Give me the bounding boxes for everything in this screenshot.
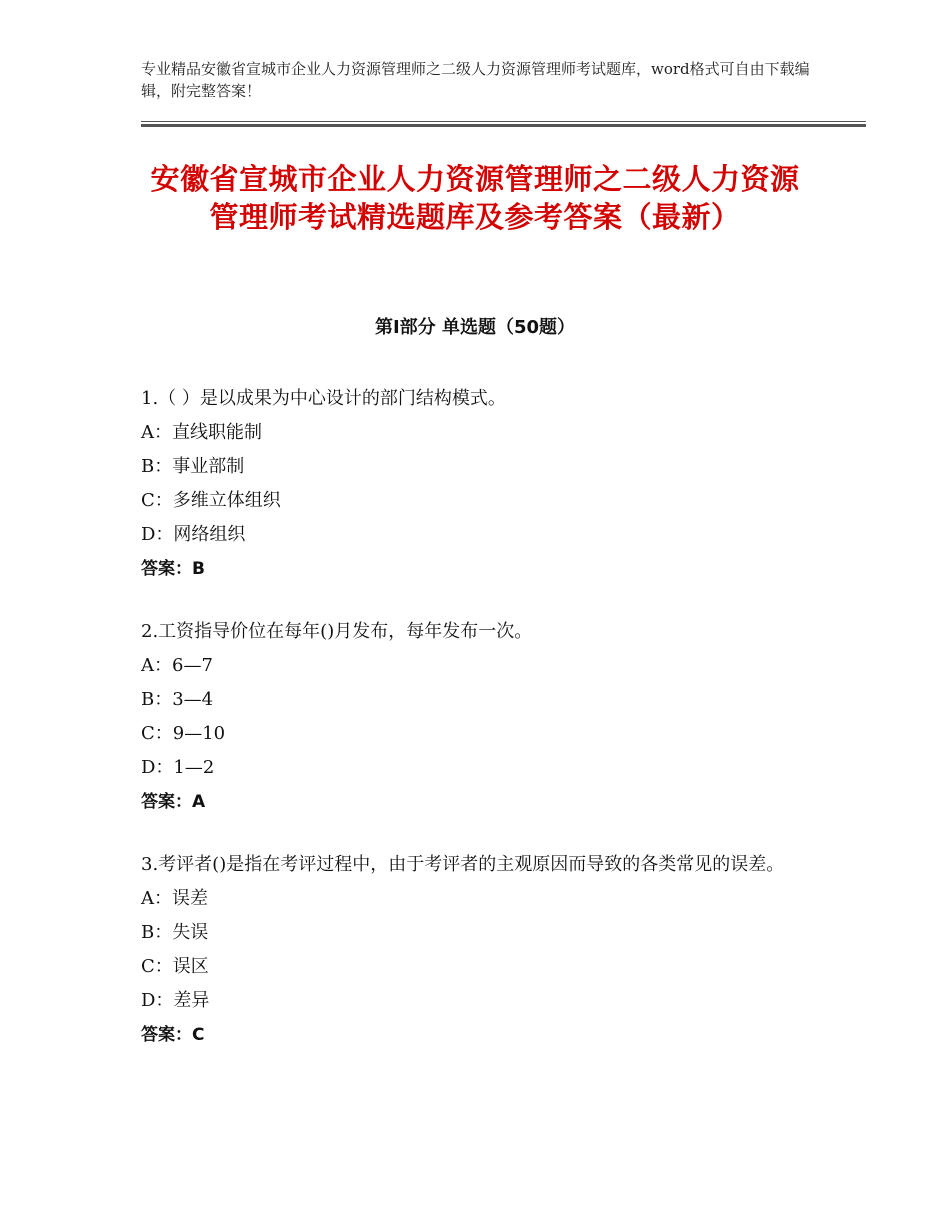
header-divider-thin xyxy=(141,121,866,122)
option-c: C：9—10 xyxy=(141,723,226,744)
section-title: 第Ⅰ部分 单选题（50题） xyxy=(374,317,575,338)
question-stem: 1.（ ）是以成果为中心设计的部门结构模式。 xyxy=(141,388,506,409)
answer: 答案：A xyxy=(141,792,206,812)
option-d: D：差异 xyxy=(141,990,210,1011)
option-d: D：1—2 xyxy=(141,757,215,778)
option-a: A：直线职能制 xyxy=(141,422,262,443)
answer: 答案：C xyxy=(141,1025,205,1045)
header-divider-thick xyxy=(141,124,866,127)
option-b: B：失误 xyxy=(141,922,209,943)
answer: 答案：B xyxy=(141,559,205,579)
question-stem: 2.工资指导价位在每年()月发布，每年发布一次。 xyxy=(141,621,533,642)
option-d: D：网络组织 xyxy=(141,524,246,545)
document-title: 安徽省宣城市企业人力资源管理师之二级人力资源管理师考试精选题库及参考答案（最新） xyxy=(150,162,800,234)
option-c: C：误区 xyxy=(141,956,209,977)
option-a: A：6—7 xyxy=(141,655,213,676)
option-c: C：多维立体组织 xyxy=(141,490,281,511)
question-stem: 3.考评者()是指在考评过程中，由于考评者的主观原因而导致的各类常见的误差。 xyxy=(141,854,785,875)
question-1 xyxy=(141,382,809,586)
question-2 xyxy=(141,615,809,819)
header-note: 专业精品安徽省宣城市企业人力资源管理师之二级人力资源管理师考试题库，word格式可自由下载编辑，附完整答案！ xyxy=(141,60,810,100)
option-b: B：3—4 xyxy=(141,689,214,710)
option-a: A：误差 xyxy=(141,888,208,909)
option-b: B：事业部制 xyxy=(141,456,245,477)
question-list xyxy=(141,382,809,1081)
question-3 xyxy=(141,848,809,1052)
